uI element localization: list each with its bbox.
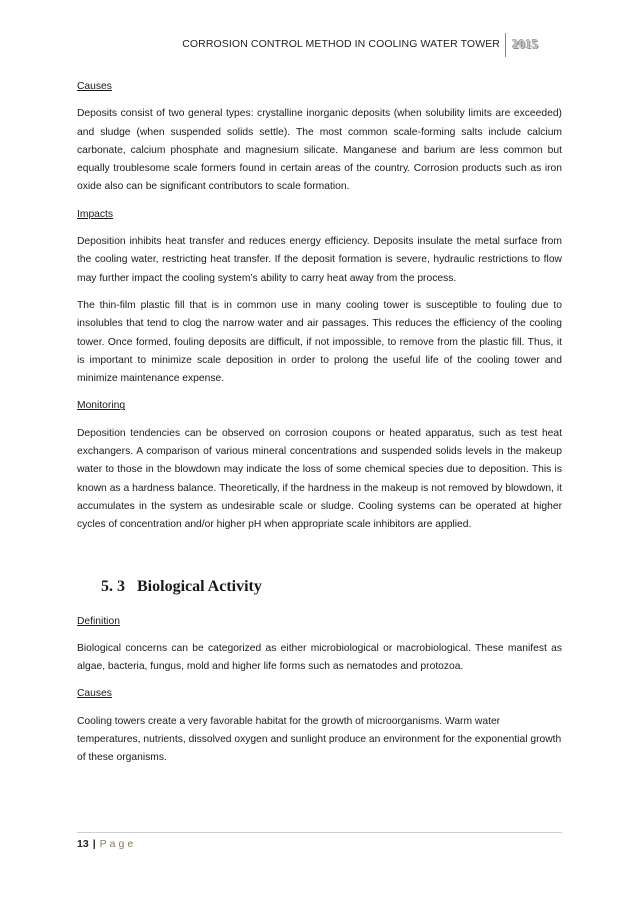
impacts-paragraph-1: Deposition inhibits heat transfer and reduces energy efficiency. Deposits insulate the metal surface from the cooling water, restricting heat transfer. If the deposit formation is severe, hydraulic restrictions to flow may further impact the cooling system’s ability to carry heat away from the process.	[77, 236, 562, 284]
causes2-heading: Causes	[77, 688, 112, 700]
definition-heading: Definition	[77, 615, 120, 627]
definition-paragraph: Biological concerns can be categorized as either microbiological or macrobiological. These manifest as algae, bacteria, fungus, mold and higher life forms such as nematodes and protozoa.	[77, 642, 562, 673]
page-word: Page	[99, 838, 137, 850]
page-content	[77, 78, 562, 777]
monitoring-heading: Monitoring	[77, 400, 126, 412]
header-year: 2015	[512, 36, 538, 51]
causes2-paragraph: Cooling towers create a very favorable habitat for the growth of microorganisms. Warm water temperatures, nutrients, dissolved oxygen and sunlight produce an environment for the exponential growth of these organisms.	[77, 715, 562, 764]
causes-heading: Causes	[77, 81, 112, 92]
header-divider	[505, 33, 506, 57]
footer	[77, 838, 136, 850]
footer-rule	[77, 832, 562, 833]
causes-paragraph: Deposits consist of two general types: crystalline inorganic deposits (when solubility limits are exceeded) and sludge (when suspended solids settle). The most common scale-forming salts include calcium carbonate, calcium phosphate and magnesium silicate. Manganese and barium are less common but equally troublesome scale formers found in certain areas of the country. Corrosion products such as iron oxide also can be significant contributors to scale formation.	[77, 108, 562, 193]
monitoring-paragraph: Deposition tendencies can be observed on corrosion coupons or heated apparatus, such as test heat exchangers. A comparison of various mineral concentrations and suspended solids levels in the makeup water to those in the blowdown may indicate the loss of some chemical species due to deposition. This is known as a hardness balance. Theoretically, if the hardness in the makeup is not removed by blowdown, it accumulates in the system as undesirable scale or sludge. Cooling systems can be operated at higher cycles of concentration and/or higher pH when appropriate scale inhibitors are applied.	[77, 427, 562, 531]
footer-separator: |	[92, 838, 96, 850]
impacts-paragraph-2: The thin-film plastic fill that is in common use in many cooling tower is susceptible to fouling due to insolubles that tend to clog the narrow water and air passages. This reduces the efficiency of the cooling tower. Once formed, fouling deposits are difficult, if not impossible, to remove from the plastic fill. Thus, it is important to minimize scale deposition in order to prolong the useful life of the cooling tower and minimize maintenance expense.	[77, 299, 562, 385]
section-title: 5. 3 Biological Activity	[101, 577, 262, 595]
header-title: CORROSION CONTROL METHOD IN COOLING WATER TOWER	[182, 38, 500, 50]
impacts-heading: Impacts	[77, 208, 114, 220]
page-number: 13	[77, 838, 89, 850]
